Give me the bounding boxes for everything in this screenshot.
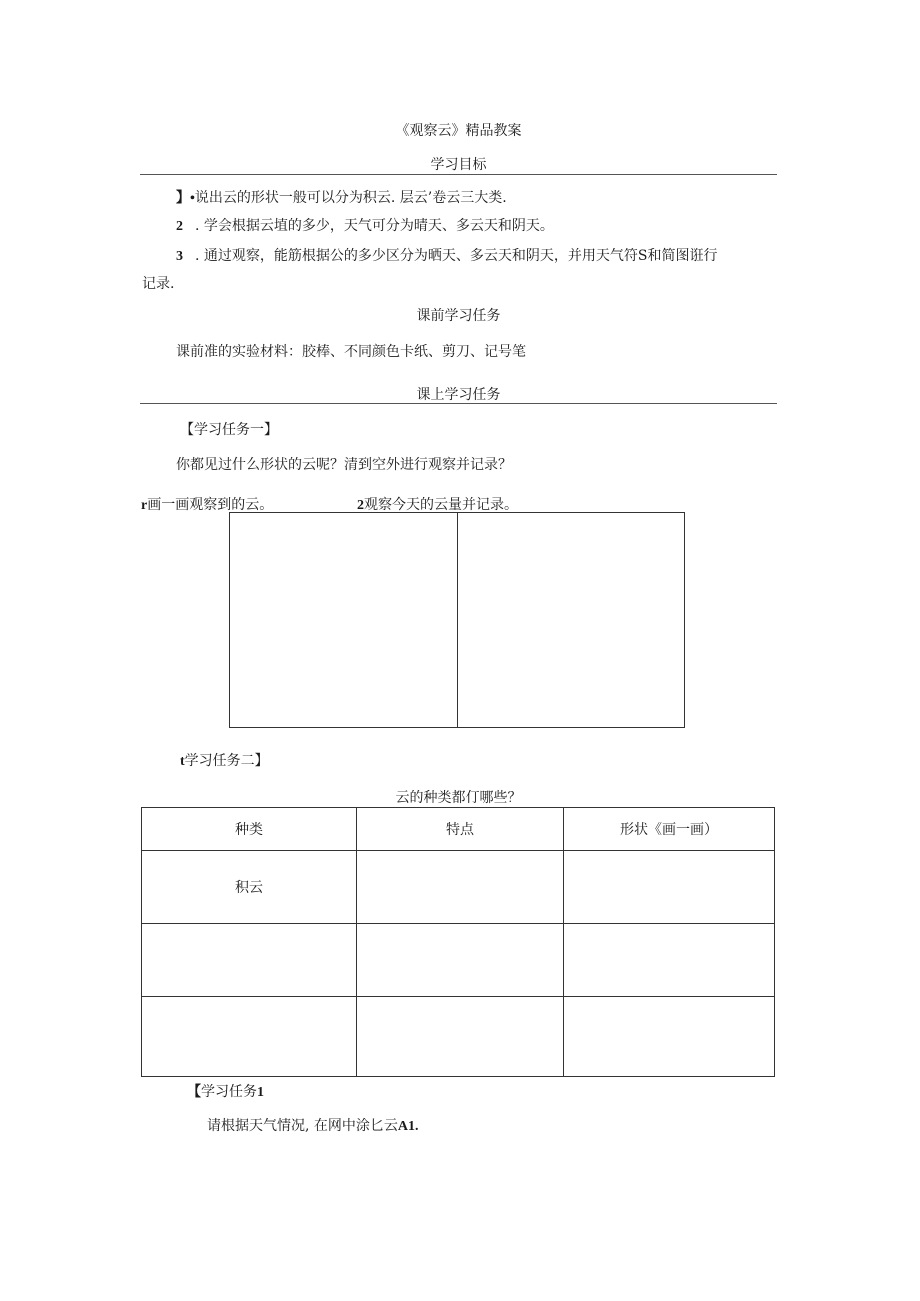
table-header-row [142, 808, 775, 851]
in-class-heading: 课上学习任务 [416, 387, 501, 403]
task3-label [187, 1081, 264, 1101]
objective-item-3-continuation: 记录. [142, 276, 175, 292]
objective-text: . 学会根据云埴的多少，天气可分为晴天、多云天和阴天。 [195, 218, 554, 234]
cloud-amount-box[interactable] [457, 513, 685, 727]
pre-class-materials: 课前准的实验材料：胶棒、不同颜色卡纸、剪刀、记号笔 [176, 344, 526, 360]
table-row [142, 851, 775, 924]
objective-number: 2 [176, 219, 183, 234]
objective-item-3 [176, 245, 718, 265]
table-cell[interactable] [564, 924, 775, 997]
task3-prompt [207, 1115, 419, 1135]
table-cell[interactable] [142, 997, 357, 1077]
sub-number: 2 [357, 498, 364, 513]
header-shape: 形状《画一画） [564, 808, 775, 851]
label-prefix: t [180, 754, 185, 769]
header-feature: 特点 [357, 808, 564, 851]
prompt-suffix: A1. [397, 1119, 419, 1134]
pre-class-heading: 课前学习任务 [416, 308, 501, 324]
prompt-text: 请根据天气情况, 在网中涂匕云 [207, 1118, 398, 1134]
objective-number: 】• [176, 191, 195, 206]
table-cell[interactable] [142, 924, 357, 997]
document-title: 《观察云》精品教案 [395, 123, 522, 139]
objective-item-2 [176, 215, 554, 235]
label-text: 学习任务二】 [184, 753, 269, 769]
objective-item-1 [176, 187, 507, 207]
label-suffix: 1 [257, 1085, 264, 1100]
table-row [142, 997, 775, 1077]
table-cell[interactable] [564, 997, 775, 1077]
heading-rule [140, 174, 777, 175]
objective-text: 说出云的形状一般可以分为积云. 层云’卷云三大类. [194, 190, 507, 206]
table-cell[interactable] [357, 924, 564, 997]
table-cell: 积云 [142, 851, 357, 924]
sub-text: 观察今天的云量并记录。 [364, 497, 518, 513]
table-row [142, 924, 775, 997]
cloud-types-table [141, 807, 775, 1077]
table-cell[interactable] [357, 851, 564, 924]
draw-clouds-box[interactable] [230, 513, 457, 727]
task1-prompt: 你都见过什么形状的云呢？清到空外进行观察并记录？ [176, 457, 512, 473]
task1-sub2 [357, 494, 518, 514]
drawing-boxes [229, 512, 685, 728]
table-cell[interactable] [564, 851, 775, 924]
heading-rule [140, 403, 777, 404]
task1-label: 【学习任务一】 [180, 422, 278, 438]
objectives-heading: 学习目标 [430, 157, 487, 173]
sub-text: 画一画观察到的云。 [147, 497, 274, 513]
sub-number: r [141, 498, 148, 513]
header-type: 种类 [142, 808, 357, 851]
task2-label [180, 750, 269, 770]
objective-number: 3 [176, 249, 183, 264]
label-text: 学习任务 [201, 1084, 257, 1100]
objective-text: . 通过观察，能筋根据公的多少区分为晒天、多云天和阴天，并用天气符S和简图诳行 [195, 248, 718, 264]
label-prefix: 【 [187, 1085, 201, 1100]
task1-sub1 [141, 494, 273, 514]
table-cell[interactable] [357, 997, 564, 1077]
table-caption: 云的种类都仃哪些？ [395, 790, 522, 806]
